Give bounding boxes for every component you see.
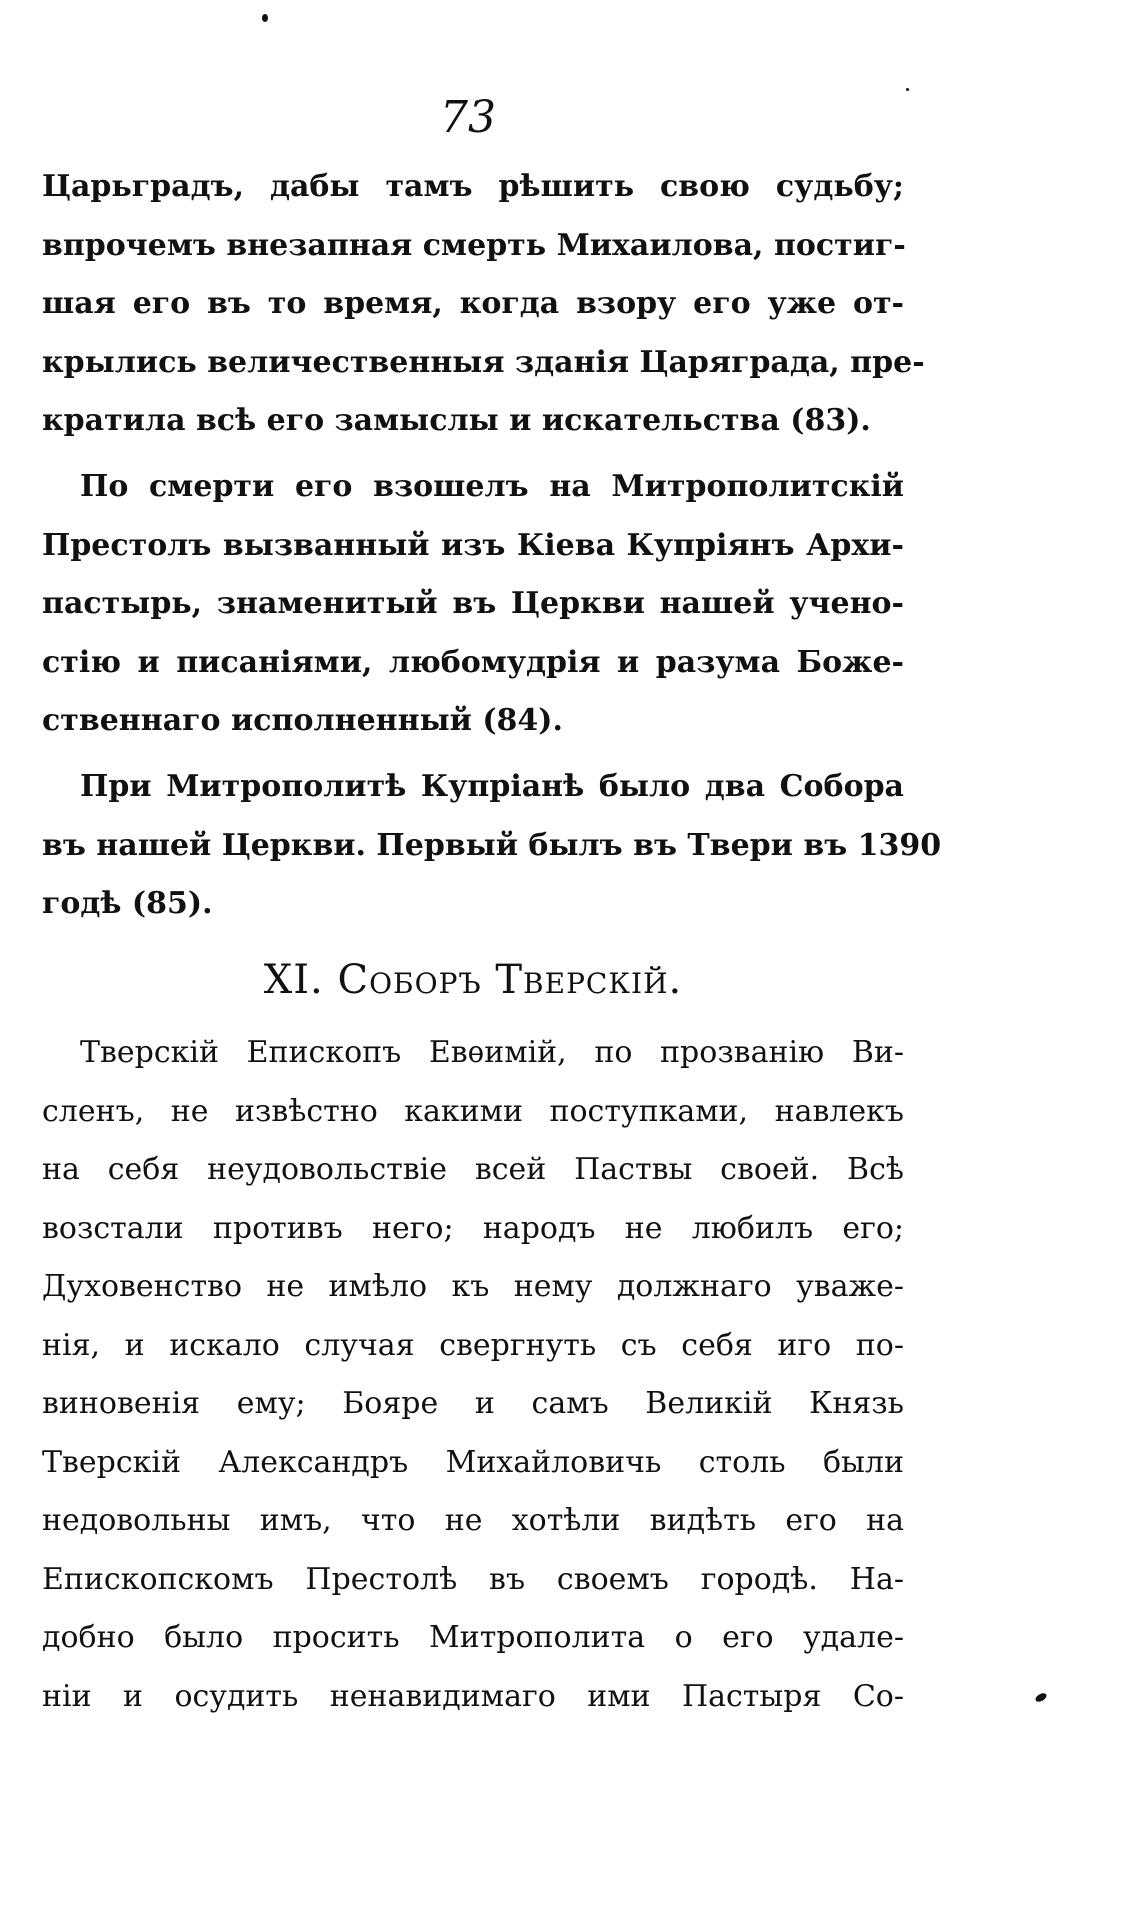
text-line: на себя неудовольствіе всей Паствы своей. Всѣ bbox=[42, 1152, 904, 1187]
text-line: возстали противъ него; народъ не любилъ его; bbox=[42, 1210, 904, 1246]
text-line: пастырь, знаменитый въ Церкви нашей учено- bbox=[42, 586, 904, 621]
ink-speck bbox=[906, 88, 909, 91]
text-line: стію и писаніями, любомудрія и разума Боже- bbox=[42, 644, 904, 680]
ink-speck bbox=[262, 14, 268, 22]
text-line: впрочемъ внезапная смерть Михаилова, постиг- bbox=[42, 227, 906, 263]
text-line: виновенія ему; Бояре и самъ Великій Князь bbox=[42, 1386, 904, 1421]
text-line: Тверскій Епископъ Евѳимій, по прозванію Ви- bbox=[80, 1035, 904, 1070]
text-line: Духовенство не имѣло къ нему должнаго уваже- bbox=[42, 1269, 904, 1304]
text-line: Престолъ вызванный изъ Кіева Купріянъ Архи- bbox=[42, 527, 904, 563]
text-line: крылись величественныя зданія Царяграда, пре- bbox=[42, 344, 925, 380]
text-line: недовольны имъ, что не хотѣли видѣть его на bbox=[42, 1503, 904, 1538]
text-line: Епископскомъ Престолѣ въ своемъ городѣ. На- bbox=[42, 1561, 904, 1597]
text-line: въ нашей Церкви. Первый былъ въ Твери въ 1390 bbox=[42, 827, 942, 863]
text-line: По смерти его взошелъ на Митрополитскій bbox=[80, 469, 904, 504]
paragraph-3 bbox=[42, 758, 942, 934]
text-line: годѣ (85). bbox=[42, 886, 213, 921]
text-line: Царьградъ, дабы тамъ рѣшить свою судьбу; bbox=[42, 169, 904, 204]
text-line: ственнаго исполненный (84). bbox=[42, 703, 563, 738]
ink-speck bbox=[1034, 1691, 1048, 1703]
text-line: Тверскій Александръ Михайловичь столь были bbox=[42, 1444, 904, 1480]
text-line: сленъ, не извѣстно какими поступками, навлекъ bbox=[42, 1093, 904, 1129]
page-number: 73 bbox=[440, 92, 496, 143]
body-paragraph bbox=[42, 1024, 904, 1726]
section-heading: XI. Соборъ Тверскій. bbox=[263, 957, 683, 1003]
paragraph-1 bbox=[42, 158, 925, 451]
text-line: кратила всѣ его замыслы и искательства (83). bbox=[42, 403, 871, 438]
text-line: При Митрополитѣ Купріанѣ было два Собора bbox=[80, 769, 904, 804]
text-line: шая его въ то время, когда взору его уже от- bbox=[42, 286, 904, 321]
text-line: добно было просить Митрополита о его удале- bbox=[42, 1620, 904, 1655]
paragraph-2 bbox=[42, 458, 904, 751]
text-line: ніи и осудить ненавидимаго ими Пастыря Со- bbox=[42, 1678, 904, 1714]
text-line: нія, и искало случая свергнуть съ себя иго по- bbox=[42, 1327, 904, 1363]
